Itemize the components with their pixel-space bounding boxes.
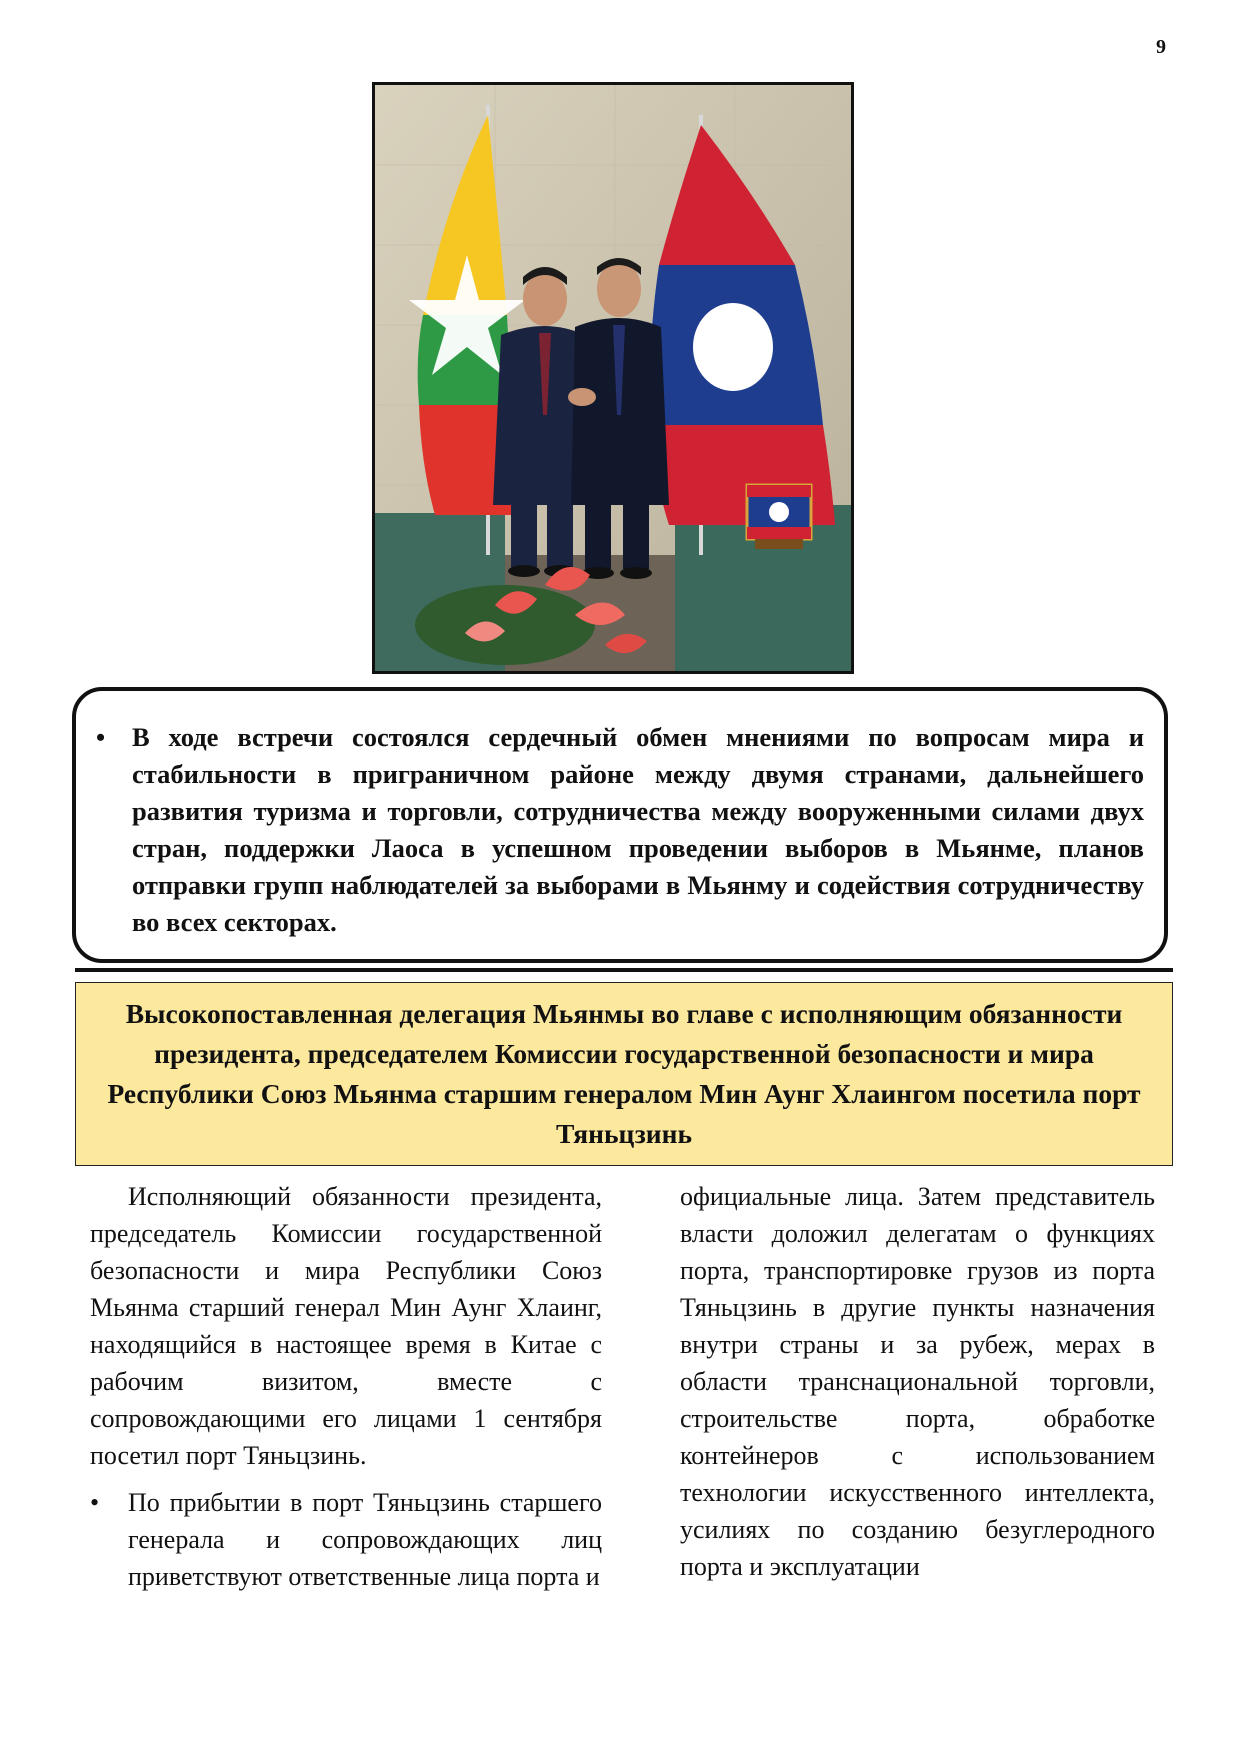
meeting-photo <box>372 82 854 674</box>
article-paragraph: Исполняющий обязанности президента, председатель Комиссии государственной безопасности и мира Республики Союз Мьянма старший генерал Мин Аунг Хлаинг, находящийся в настоящее время в Китае с рабочим визитом, вместе с сопровождающими его лицами 1 сентября посетил порт Тяньцзинь. <box>90 1182 602 1470</box>
meeting-summary-box <box>72 687 1168 963</box>
table-flag-laos <box>747 485 811 549</box>
handshake <box>568 388 596 406</box>
meeting-summary-item: • В ходе встречи состоялся сердечный обмен мнениями по вопросам мира и стабильности в приграничном районе между двумя странами, дальнейшего развития туризма и торговли, сотрудничества между вооруженными силами двух стран, поддержки Лаоса в успешном проведении выборов в Мьянме, планов отправки групп наблюдателей за выборами в Мьянму и содействия сотрудничеству во всех секторах. <box>132 719 1144 941</box>
section-divider <box>75 968 1173 972</box>
article-continuation: официальные лица. Затем представитель власти доложил делегатам о функциях порта, транспортировке грузов из порта Тяньцзинь в другие пункты назначения внутри страны и за рубеж, мерах в области транснациональной торговли, строительстве порта, обработке контейнеров с использованием технологии искусственного интеллекта, усилиях по созданию безуглеродного порта и эксплуатации <box>680 1182 1155 1581</box>
page-number: 9 <box>1156 36 1166 58</box>
article-bullet-item: • По прибытии в порт Тяньцзинь старшего генерала и сопровождающих лиц приветствуют ответственные лица порта и <box>90 1484 602 1595</box>
article-column-left <box>90 1178 602 1595</box>
headline-box <box>75 982 1173 1166</box>
article-bullet-list <box>90 1484 602 1595</box>
meeting-summary-list <box>132 719 1144 941</box>
bilateral-meeting-photo-icon <box>375 85 851 671</box>
article-headline: Высокопоставленная делегация Мьянмы во главе с исполняющим обязанности президента, председателем Комиссии государственной безопасности и мира Республики Союз Мьянма старшим генералом Мин Аунг Хлаингом посетила порт Тяньцзинь <box>107 998 1141 1149</box>
article-column-right <box>680 1178 1155 1585</box>
